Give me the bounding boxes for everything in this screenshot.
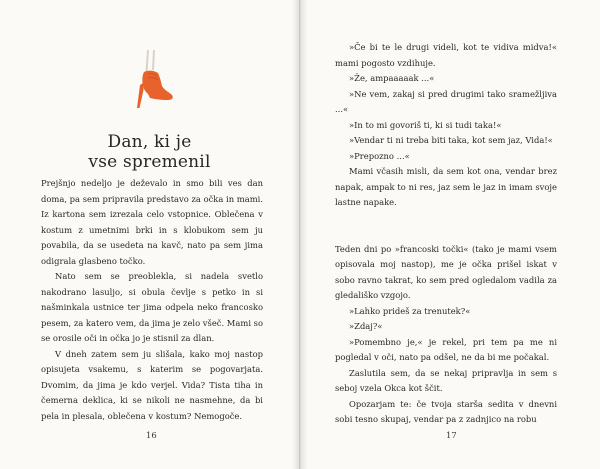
page-number: 16 bbox=[146, 430, 157, 440]
paragraph: Zaslutila sem, da se nekaj pripravlja in sem s seboj vzela Okca kot ščit. bbox=[335, 367, 557, 393]
paragraph: V dneh zatem sem ju slišala, kako moj nastop opisujeta vsakemu, s katerim se pogovarjata. Dvomim, da jima je kdo verjel. Vida? Tista tiha in čemerna deklica, ki se nikoli ne nasmehne, da bi pela in plesala, oblečena v kostum? Nemogoče. bbox=[41, 348, 263, 421]
paragraph: Opozarjam te: če tvoja starša sedita v dnevni sobi tesno skupaj, vendar pa z zadnjico na robu bbox=[335, 398, 557, 424]
paragraph: Nato sem se preoblekla, si nadela svetlo nakodrano lasuljo, si obula čevlje s petko in si našminkala ustnice ter jima odpela neko francosko pesem, za katero vem, da jima je zelo všeč. Mami so se orosile oči in očka jo je stisnil za dlan. bbox=[41, 271, 264, 343]
paragraph: »Zdaj?« bbox=[349, 321, 383, 331]
paragraph: »Lahko prideš za trenutek?« bbox=[349, 305, 471, 316]
chapter-title-line-1: Dan, ki je bbox=[107, 132, 192, 152]
paragraph: Mami včasih misli, da sem kot ona, vendar brez napak, ampak to ni res, jaz sem le jaz in imam svoje lastne napake. bbox=[335, 166, 557, 207]
right-page bbox=[300, 0, 600, 469]
paragraph: »In to mi govoriš ti, ki si tudi taka!« bbox=[349, 119, 502, 130]
chapter-title-line-2: vse spremenil bbox=[88, 152, 211, 172]
paragraph: »Ne vem, zakaj si pred drugimi tako sramežljiva ...« bbox=[335, 88, 557, 114]
paragraph: »Vendar ti ni treba biti taka, kot sem jaz, Vida!« bbox=[349, 135, 553, 145]
paragraph: Prejšnjo nedeljo je deževalo in smo bili ves dan doma, pa sem pripravila predstavo za očka in mami. Iz kartona sem izrezala celo vstopnice. Oblečena v kostum z umetnimi brki in s klobukom sem ju povabila, da se usedeta na kavč, nato pa sem jima odigrala glasbeno točko. bbox=[41, 178, 263, 266]
paragraph: »Že, ampaaaaak ...« bbox=[349, 73, 435, 83]
paragraph: »Če bi te le drugi videli, kot te vidiva midva!« mami pogosto vzdihuje. bbox=[335, 42, 557, 68]
right-body-text bbox=[335, 40, 557, 428]
left-body-text bbox=[41, 176, 263, 424]
paragraph: Teden dni po »francoski točki« (tako je mami vsem opisovala moj nastop), me je očka prišel iskat v sobo ravno takrat, ko sem pred ogledalom vadila za gledališko vzgojo. bbox=[335, 243, 557, 300]
left-page bbox=[0, 0, 299, 469]
page-number: 17 bbox=[446, 430, 457, 440]
section-break bbox=[335, 211, 557, 242]
paragraph: »Prepozno ...« bbox=[349, 150, 410, 161]
paragraph: »Pomembno je,« je rekel, pri tem pa me ni pogledal v oči, nato pa odšel, ne da bi me počakal. bbox=[335, 336, 557, 362]
orange-high-heel-shoe-icon bbox=[128, 50, 174, 110]
